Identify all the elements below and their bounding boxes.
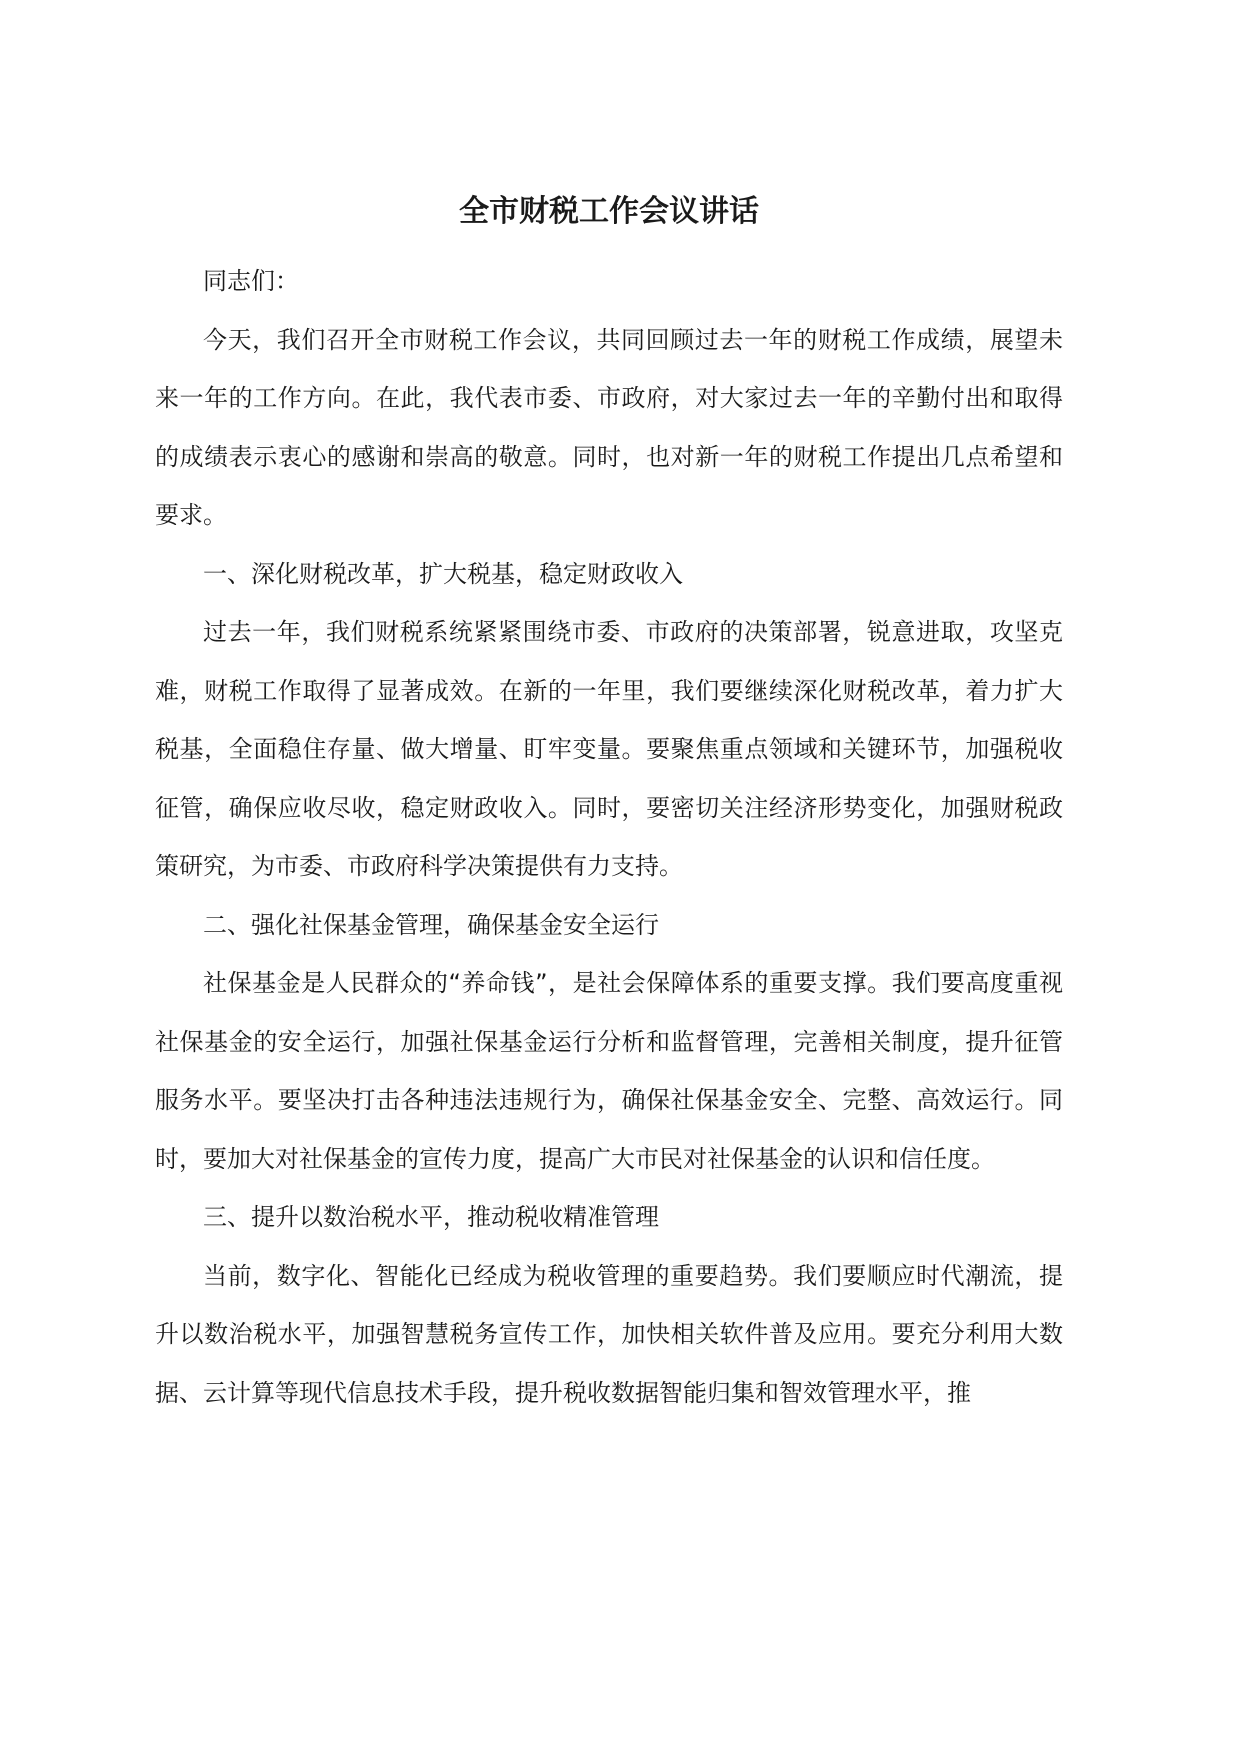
document-page — [155, 190, 1063, 1422]
section-heading-3: 三、提升以数治税水平，推动税收精准管理 — [203, 1203, 659, 1231]
section-body-1: 过去一年，我们财税系统紧紧围绕市委、市政府的决策部署，锐意进取，攻坚克难，财税工作取得了显著成效。在新的一年里，我们要继续深化财税改革，着力扩大税基，全面稳住存量、做大增量、盯牢变量。要聚焦重点领域和关键环节，加强税收征管，确保应收尽收，稳定财政收入。同时，要密切关注经济形势变化，加强财税政策研究，为市委、市政府科学决策提供有力支持。 — [155, 618, 1063, 880]
document-title: 全市财税工作会议讲话 — [459, 194, 759, 229]
intro-paragraph: 今天，我们召开全市财税工作会议，共同回顾过去一年的财税工作成绩，展望未来一年的工作方向。在此，我代表市委、市政府，对大家过去一年的辛勤付出和取得的成绩表示衷心的感谢和崇高的敬意。同时，也对新一年的财税工作提出几点希望和要求。 — [155, 325, 1063, 529]
section-body-3: 当前，数字化、智能化已经成为税收管理的重要趋势。我们要顺应时代潮流，提升以数治税水平，加强智慧税务宣传工作，加快相关软件普及应用。要充分利用大数据、云计算等现代信息技术手段，提升税收数据智能归集和智效管理水平，推 — [155, 1261, 1063, 1407]
salutation: 同志们： — [203, 267, 299, 295]
section-body-2: 社保基金是人民群众的“养命钱”，是社会保障体系的重要支撑。我们要高度重视社保基金的安全运行，加强社保基金运行分析和监督管理，完善相关制度，提升征管服务水平。要坚决打击各种违法违规行为，确保社保基金安全、完整、高效运行。同时，要加大对社保基金的宣传力度，提高广大市民对社保基金的认识和信任度。 — [155, 969, 1063, 1173]
section-heading-2: 二、强化社保基金管理，确保基金安全运行 — [203, 910, 659, 939]
section-heading-1: 一、深化财税改革，扩大税基，稳定财政收入 — [203, 559, 683, 588]
